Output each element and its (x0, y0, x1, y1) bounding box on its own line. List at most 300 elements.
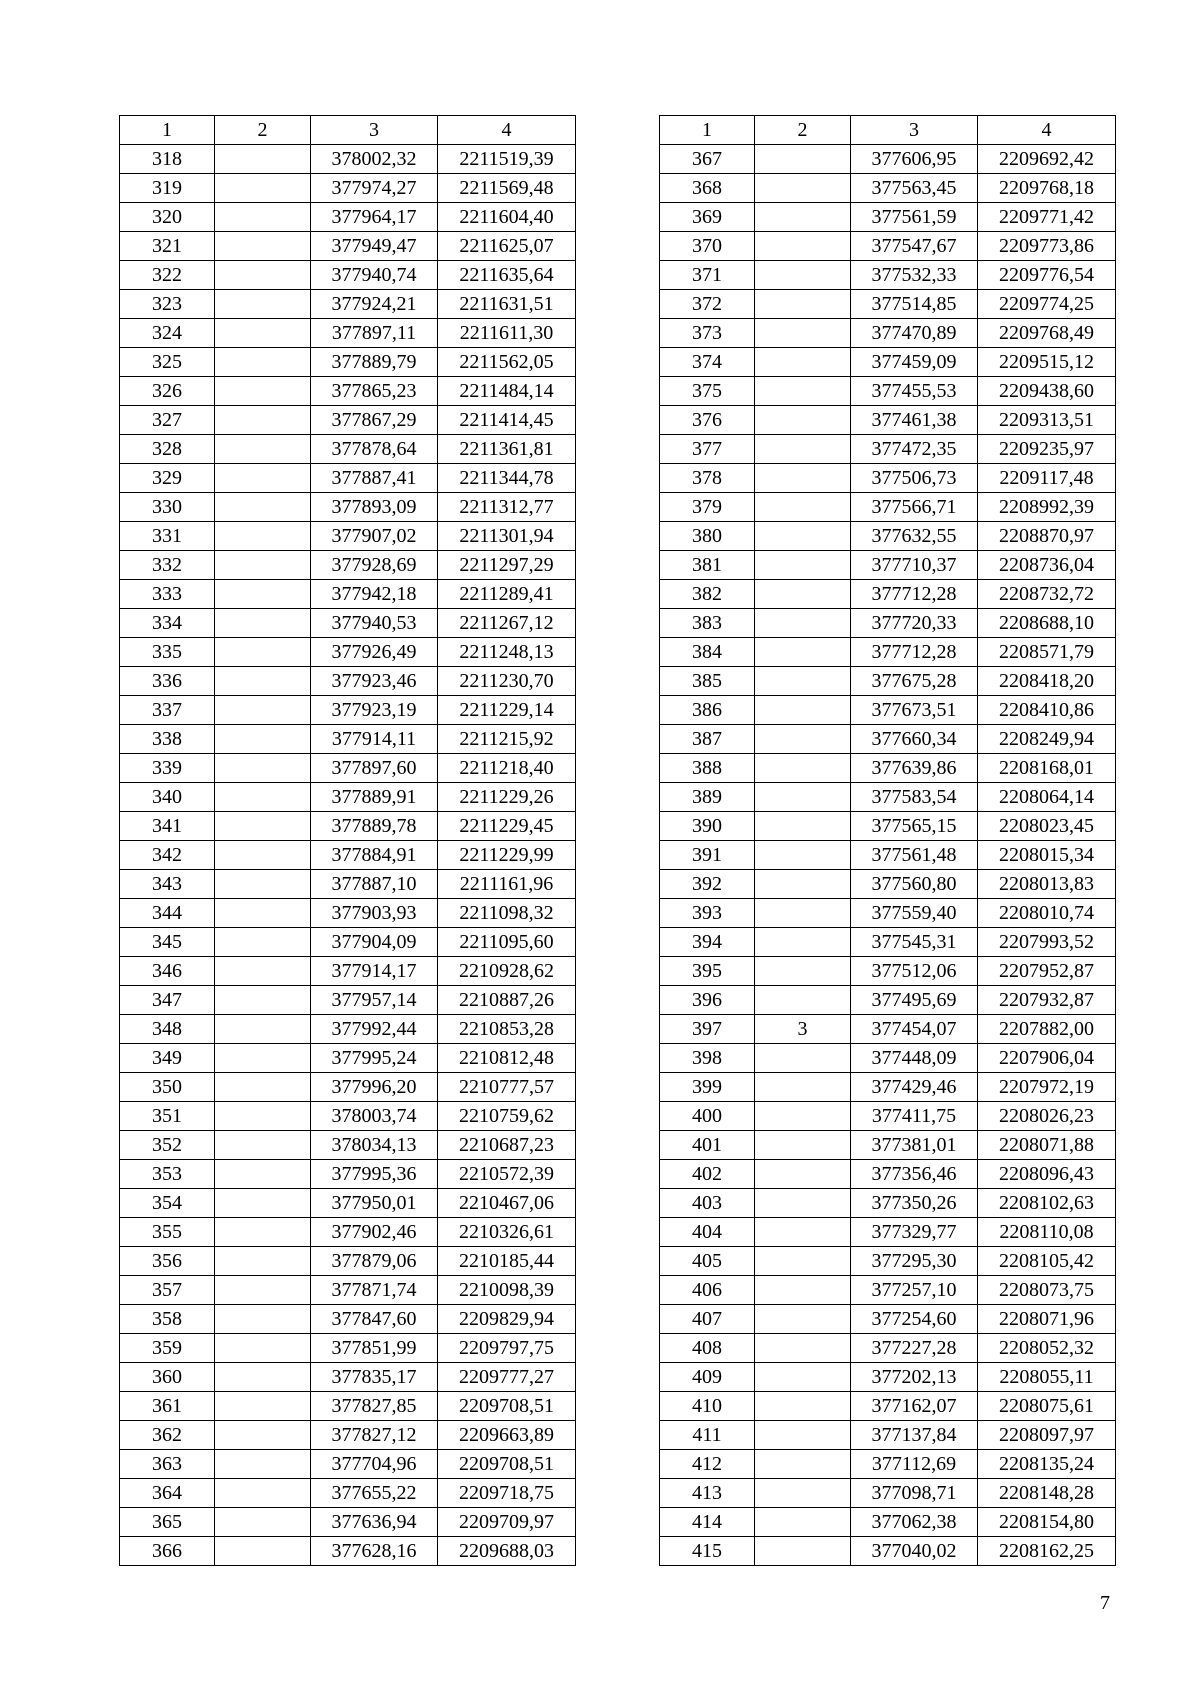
table-cell: 377565,15 (851, 812, 978, 841)
table-cell: 2208249,94 (978, 725, 1116, 754)
table-cell: 391 (660, 841, 755, 870)
table-row (120, 1334, 576, 1363)
table-row (120, 1102, 576, 1131)
table-cell: 327 (120, 406, 215, 435)
table-row (660, 377, 1116, 406)
table-cell: 332 (120, 551, 215, 580)
table-cell (215, 1450, 311, 1479)
table-cell (755, 406, 851, 435)
table-cell (215, 1276, 311, 1305)
table-cell: 2207932,87 (978, 986, 1116, 1015)
table-cell (755, 638, 851, 667)
table-cell: 377889,78 (311, 812, 438, 841)
table-cell: 377928,69 (311, 551, 438, 580)
table-cell: 2211229,99 (438, 841, 576, 870)
table-cell (755, 870, 851, 899)
table-cell: 363 (120, 1450, 215, 1479)
table-cell (755, 667, 851, 696)
table-cell: 377889,79 (311, 348, 438, 377)
table-cell: 2210759,62 (438, 1102, 576, 1131)
table-cell: 2211312,77 (438, 493, 576, 522)
table-cell (215, 725, 311, 754)
table-cell: 345 (120, 928, 215, 957)
table-cell: 2211569,48 (438, 174, 576, 203)
table-cell: 2210853,28 (438, 1015, 576, 1044)
table-row (120, 1392, 576, 1421)
column-header: 4 (978, 116, 1116, 145)
table-cell (755, 1537, 851, 1566)
table-cell: 341 (120, 812, 215, 841)
table-cell: 377470,89 (851, 319, 978, 348)
table-cell: 2207972,19 (978, 1073, 1116, 1102)
table-cell: 377889,91 (311, 783, 438, 812)
table-cell: 377472,35 (851, 435, 978, 464)
table-cell: 377254,60 (851, 1305, 978, 1334)
table-cell (215, 638, 311, 667)
table-cell: 377996,20 (311, 1073, 438, 1102)
table-row (120, 174, 576, 203)
table-cell (755, 1247, 851, 1276)
table-row (660, 493, 1116, 522)
table-cell (215, 261, 311, 290)
table-cell: 2208148,28 (978, 1479, 1116, 1508)
table-cell: 359 (120, 1334, 215, 1363)
table-cell (215, 986, 311, 1015)
table-cell: 415 (660, 1537, 755, 1566)
table-row (120, 406, 576, 435)
table-cell (215, 377, 311, 406)
table-cell: 343 (120, 870, 215, 899)
table-body (660, 145, 1116, 1566)
table-cell: 390 (660, 812, 755, 841)
table-cell: 380 (660, 522, 755, 551)
table-cell (215, 1334, 311, 1363)
table-cell: 2208075,61 (978, 1392, 1116, 1421)
table-cell: 389 (660, 783, 755, 812)
table-cell: 411 (660, 1421, 755, 1450)
table-cell: 377923,46 (311, 667, 438, 696)
table-cell: 2211161,96 (438, 870, 576, 899)
table-cell: 348 (120, 1015, 215, 1044)
table-cell: 2207906,04 (978, 1044, 1116, 1073)
table-cell (755, 899, 851, 928)
table-cell (215, 145, 311, 174)
table-row (660, 928, 1116, 957)
table-cell: 377062,38 (851, 1508, 978, 1537)
table-cell: 377461,38 (851, 406, 978, 435)
table-cell: 2209692,42 (978, 145, 1116, 174)
table-row (120, 1450, 576, 1479)
table-row (660, 464, 1116, 493)
table-cell: 2209708,51 (438, 1392, 576, 1421)
table-cell: 377137,84 (851, 1421, 978, 1450)
table-row (120, 1218, 576, 1247)
table-cell: 2209708,51 (438, 1450, 576, 1479)
table-row (120, 841, 576, 870)
table-cell (755, 1421, 851, 1450)
table-cell: 383 (660, 609, 755, 638)
table-cell: 377583,54 (851, 783, 978, 812)
table-cell: 364 (120, 1479, 215, 1508)
table-row (660, 174, 1116, 203)
table-row (120, 1247, 576, 1276)
table-cell: 377712,28 (851, 580, 978, 609)
table-cell: 2208154,80 (978, 1508, 1116, 1537)
table-cell: 402 (660, 1160, 755, 1189)
table-row (660, 696, 1116, 725)
table-row (660, 609, 1116, 638)
table-cell (215, 667, 311, 696)
table-cell: 377495,69 (851, 986, 978, 1015)
table-cell: 377995,24 (311, 1044, 438, 1073)
table-cell: 366 (120, 1537, 215, 1566)
table-cell: 377879,06 (311, 1247, 438, 1276)
column-header: 3 (311, 116, 438, 145)
table-cell: 377704,96 (311, 1450, 438, 1479)
table-cell (755, 522, 851, 551)
table-cell: 2208052,32 (978, 1334, 1116, 1363)
table-header-row (660, 116, 1116, 145)
table-cell (755, 348, 851, 377)
table-cell (755, 928, 851, 957)
table-cell: 377632,55 (851, 522, 978, 551)
table-body (120, 145, 576, 1566)
table-cell (215, 1073, 311, 1102)
table-cell: 381 (660, 551, 755, 580)
table-cell: 377429,46 (851, 1073, 978, 1102)
table-cell: 377257,10 (851, 1276, 978, 1305)
table-cell: 377712,28 (851, 638, 978, 667)
column-header: 1 (120, 116, 215, 145)
table-cell: 2211095,60 (438, 928, 576, 957)
table-header-row (120, 116, 576, 145)
table-cell (215, 464, 311, 493)
table-cell: 382 (660, 580, 755, 609)
table-cell: 377720,33 (851, 609, 978, 638)
table-cell: 329 (120, 464, 215, 493)
table-cell: 377923,19 (311, 696, 438, 725)
table-row (660, 406, 1116, 435)
table-cell: 377827,85 (311, 1392, 438, 1421)
table-cell: 398 (660, 1044, 755, 1073)
table-row (120, 754, 576, 783)
table-row (660, 1305, 1116, 1334)
table-row (660, 754, 1116, 783)
table-cell (215, 1421, 311, 1450)
table-cell (215, 1044, 311, 1073)
table-cell (755, 435, 851, 464)
table-cell: 377560,80 (851, 870, 978, 899)
table-cell: 355 (120, 1218, 215, 1247)
table-cell (215, 812, 311, 841)
table-row (120, 551, 576, 580)
table-cell (755, 1044, 851, 1073)
table-cell: 2208571,79 (978, 638, 1116, 667)
column-header: 4 (438, 116, 576, 145)
table-row (660, 1392, 1116, 1421)
table-cell: 377902,46 (311, 1218, 438, 1247)
table-cell: 377878,64 (311, 435, 438, 464)
table-cell: 377904,09 (311, 928, 438, 957)
table-cell (215, 551, 311, 580)
table-cell: 352 (120, 1131, 215, 1160)
table-cell (215, 1392, 311, 1421)
table-cell: 385 (660, 667, 755, 696)
table-cell: 2208071,96 (978, 1305, 1116, 1334)
table-cell: 397 (660, 1015, 755, 1044)
table-cell (215, 493, 311, 522)
table-cell: 337 (120, 696, 215, 725)
table-cell: 414 (660, 1508, 755, 1537)
table-cell: 379 (660, 493, 755, 522)
table-row (660, 1363, 1116, 1392)
table-cell: 2208870,97 (978, 522, 1116, 551)
table-cell: 362 (120, 1421, 215, 1450)
table-cell (215, 1131, 311, 1160)
table-cell (215, 1189, 311, 1218)
table-cell: 2211631,51 (438, 290, 576, 319)
table-cell: 336 (120, 667, 215, 696)
table-cell: 2207952,87 (978, 957, 1116, 986)
table-cell: 324 (120, 319, 215, 348)
table-cell (755, 203, 851, 232)
table-cell: 2208026,23 (978, 1102, 1116, 1131)
table-cell: 2208013,83 (978, 870, 1116, 899)
table-cell (755, 1218, 851, 1247)
table-cell: 2209515,12 (978, 348, 1116, 377)
table-cell: 377950,01 (311, 1189, 438, 1218)
table-cell (755, 464, 851, 493)
table-cell: 2208168,01 (978, 754, 1116, 783)
table-cell: 2209718,75 (438, 1479, 576, 1508)
table-cell: 377448,09 (851, 1044, 978, 1073)
table-cell: 2211301,94 (438, 522, 576, 551)
table-row (660, 870, 1116, 899)
table-cell (215, 1508, 311, 1537)
table-cell: 360 (120, 1363, 215, 1392)
table-cell: 2207882,00 (978, 1015, 1116, 1044)
table-row (660, 1537, 1116, 1566)
table-cell: 377295,30 (851, 1247, 978, 1276)
table-cell: 2209688,03 (438, 1537, 576, 1566)
table-cell (755, 783, 851, 812)
table-cell: 2208097,97 (978, 1421, 1116, 1450)
table-cell: 377628,16 (311, 1537, 438, 1566)
table-cell: 2208162,25 (978, 1537, 1116, 1566)
table-cell: 322 (120, 261, 215, 290)
table-cell: 403 (660, 1189, 755, 1218)
table-cell: 377329,77 (851, 1218, 978, 1247)
table-row (660, 290, 1116, 319)
table-cell: 2211484,14 (438, 377, 576, 406)
table-cell (215, 1537, 311, 1566)
table-row (120, 957, 576, 986)
table-cell: 377847,60 (311, 1305, 438, 1334)
table-cell (755, 609, 851, 638)
table-row (660, 986, 1116, 1015)
table-cell (215, 319, 311, 348)
table-cell: 368 (660, 174, 755, 203)
table-row (660, 1160, 1116, 1189)
table-row (120, 522, 576, 551)
table-cell: 320 (120, 203, 215, 232)
table-row (120, 348, 576, 377)
table-cell: 387 (660, 725, 755, 754)
table-cell: 2208736,04 (978, 551, 1116, 580)
table-cell: 335 (120, 638, 215, 667)
table-cell: 377887,41 (311, 464, 438, 493)
table-cell: 377655,22 (311, 1479, 438, 1508)
table-cell: 321 (120, 232, 215, 261)
table-cell (215, 609, 311, 638)
table-cell: 356 (120, 1247, 215, 1276)
table-row (120, 1073, 576, 1102)
table-cell: 400 (660, 1102, 755, 1131)
table-cell (755, 1363, 851, 1392)
table-row (660, 261, 1116, 290)
table-cell: 377867,29 (311, 406, 438, 435)
table-cell (755, 551, 851, 580)
table-row (120, 1363, 576, 1392)
table-row (120, 870, 576, 899)
table-cell: 2209829,94 (438, 1305, 576, 1334)
table-cell: 2211267,12 (438, 609, 576, 638)
table-cell: 377835,17 (311, 1363, 438, 1392)
table-cell: 2208010,74 (978, 899, 1116, 928)
table-row (120, 1044, 576, 1073)
table-row (660, 1276, 1116, 1305)
table-cell: 2211297,29 (438, 551, 576, 580)
table-row (660, 1131, 1116, 1160)
table-cell: 2209773,86 (978, 232, 1116, 261)
table-cell: 377547,67 (851, 232, 978, 261)
table-cell (215, 783, 311, 812)
table-cell: 413 (660, 1479, 755, 1508)
table-cell (755, 1508, 851, 1537)
table-cell: 377995,36 (311, 1160, 438, 1189)
table-row (660, 1102, 1116, 1131)
column-header: 2 (215, 116, 311, 145)
table-row (660, 841, 1116, 870)
table-row (660, 1218, 1116, 1247)
table-cell: 377884,91 (311, 841, 438, 870)
table-cell: 392 (660, 870, 755, 899)
table-cell: 377162,07 (851, 1392, 978, 1421)
table-cell (755, 1305, 851, 1334)
table-cell: 349 (120, 1044, 215, 1073)
table-cell: 405 (660, 1247, 755, 1276)
table-cell: 365 (120, 1508, 215, 1537)
table-cell: 347 (120, 986, 215, 1015)
table-cell (755, 1073, 851, 1102)
table-cell: 377506,73 (851, 464, 978, 493)
table-cell (215, 1479, 311, 1508)
table-cell: 2208410,86 (978, 696, 1116, 725)
table-cell (215, 435, 311, 464)
table-cell: 377356,46 (851, 1160, 978, 1189)
table-cell: 330 (120, 493, 215, 522)
table-cell (755, 493, 851, 522)
table-row (660, 232, 1116, 261)
table-cell: 323 (120, 290, 215, 319)
table-cell: 377926,49 (311, 638, 438, 667)
table-cell: 344 (120, 899, 215, 928)
table-cell: 2208732,72 (978, 580, 1116, 609)
table-row (120, 783, 576, 812)
table-row (660, 580, 1116, 609)
table-row (120, 667, 576, 696)
table-row (660, 638, 1116, 667)
table-cell: 2211562,05 (438, 348, 576, 377)
table-cell: 377561,48 (851, 841, 978, 870)
table-cell: 2209771,42 (978, 203, 1116, 232)
table-cell: 371 (660, 261, 755, 290)
table-cell (215, 580, 311, 609)
table-cell: 384 (660, 638, 755, 667)
table-cell (215, 348, 311, 377)
table-cell (755, 1479, 851, 1508)
table-row (660, 203, 1116, 232)
table-cell: 406 (660, 1276, 755, 1305)
table-cell: 377871,74 (311, 1276, 438, 1305)
table-cell: 2207993,52 (978, 928, 1116, 957)
table-cell: 331 (120, 522, 215, 551)
table-cell (215, 870, 311, 899)
table-cell: 2208688,10 (978, 609, 1116, 638)
table-row (660, 145, 1116, 174)
table-row (120, 377, 576, 406)
table-cell: 2209768,18 (978, 174, 1116, 203)
table-cell: 2209774,25 (978, 290, 1116, 319)
table-row (660, 725, 1116, 754)
table-cell: 378034,13 (311, 1131, 438, 1160)
table-cell (215, 1160, 311, 1189)
table-cell: 328 (120, 435, 215, 464)
table-cell (215, 406, 311, 435)
table-cell: 319 (120, 174, 215, 203)
table-cell (215, 174, 311, 203)
table-cell (215, 290, 311, 319)
table-cell: 351 (120, 1102, 215, 1131)
table-cell: 375 (660, 377, 755, 406)
table-cell: 377 (660, 435, 755, 464)
table-cell: 2211519,39 (438, 145, 576, 174)
table-cell: 2211635,64 (438, 261, 576, 290)
table-cell (755, 696, 851, 725)
table-row (660, 1247, 1116, 1276)
table-cell: 339 (120, 754, 215, 783)
table-cell: 377903,93 (311, 899, 438, 928)
table-cell: 401 (660, 1131, 755, 1160)
table-cell: 2211218,40 (438, 754, 576, 783)
table-cell: 2208015,34 (978, 841, 1116, 870)
table-row (120, 696, 576, 725)
table-row (120, 290, 576, 319)
table-cell: 2208064,14 (978, 783, 1116, 812)
table-cell: 377639,86 (851, 754, 978, 783)
table-row (120, 319, 576, 348)
table-cell: 340 (120, 783, 215, 812)
table-cell: 377865,23 (311, 377, 438, 406)
table-cell: 377851,99 (311, 1334, 438, 1363)
table-row (120, 580, 576, 609)
table-cell: 2210185,44 (438, 1247, 576, 1276)
table-cell: 361 (120, 1392, 215, 1421)
table-cell (215, 522, 311, 551)
table-cell (755, 957, 851, 986)
table-row (660, 1189, 1116, 1218)
table-cell: 367 (660, 145, 755, 174)
